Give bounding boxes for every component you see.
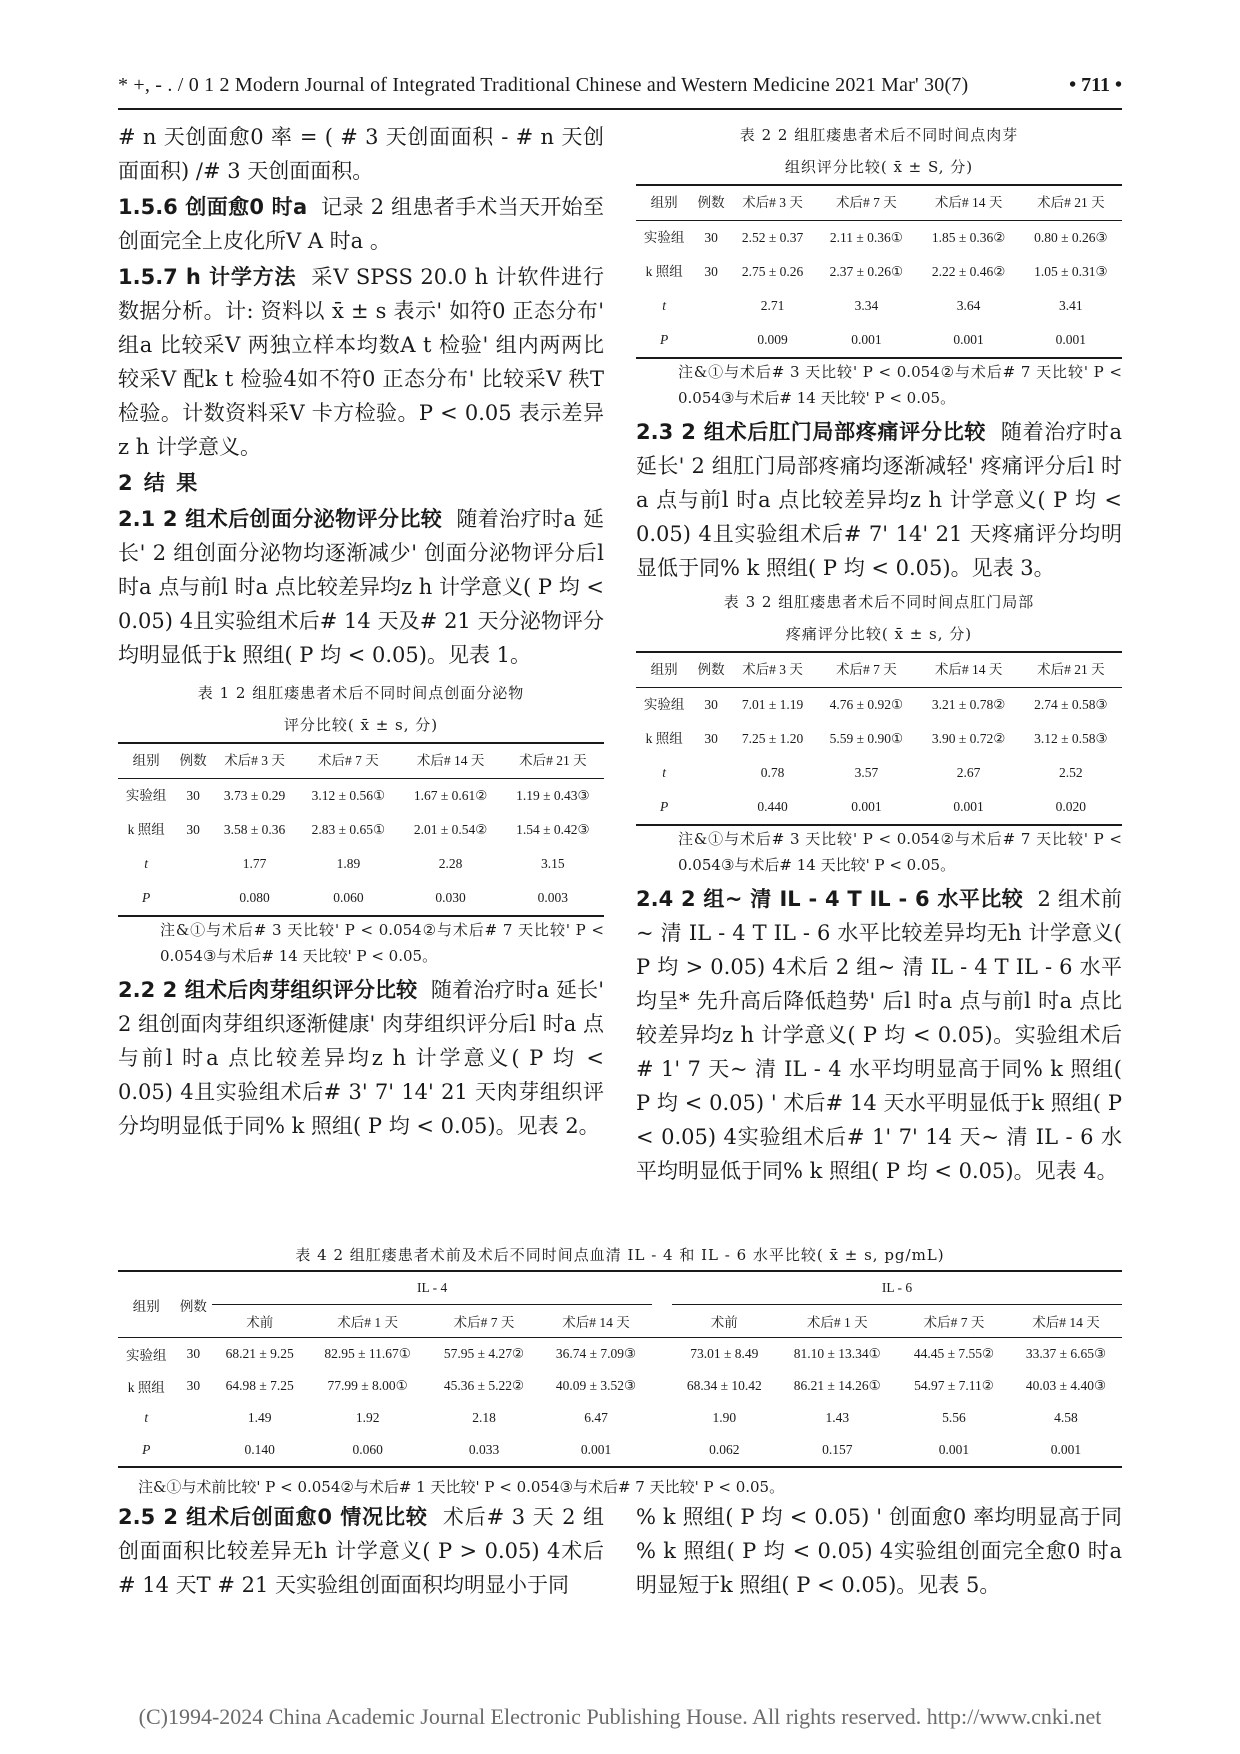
table-cell: 0.003 <box>502 881 604 916</box>
table-cell: 5.56 <box>942 1410 966 1425</box>
table-cell: 44.45 ± 7.55② <box>913 1346 995 1361</box>
table-cell: P <box>118 881 174 916</box>
column-header: 组别 <box>636 652 692 688</box>
section-heading: 2.4 2 组~ 清 IL - 4 T IL - 6 水平比较 <box>636 887 1024 911</box>
column-header: 术后# 7 天 <box>297 743 399 779</box>
table-cell: 73.01 ± 8.49 <box>690 1346 759 1361</box>
table-cell: 2.22 ± 0.46② <box>931 264 1006 279</box>
table-cell: 0.001 <box>1020 323 1122 358</box>
column-header: 术后# 7 天 <box>815 652 917 688</box>
table-cell: 30 <box>704 264 718 279</box>
table-cell <box>692 323 730 358</box>
column-gap <box>652 1370 672 1402</box>
table-cell: 0.060 <box>307 1434 428 1467</box>
table-row <box>118 813 604 847</box>
table-cell: 3.90 ± 0.72② <box>931 731 1006 746</box>
table-cell <box>692 790 730 825</box>
table-cell: t <box>144 1410 149 1425</box>
table-cell: 2.18 <box>472 1410 496 1425</box>
column-header: 例数 <box>692 185 730 221</box>
table-cell: 36.74 ± 7.09③ <box>555 1346 637 1361</box>
table-cell: 30 <box>186 1378 201 1393</box>
table-cell: 33.37 ± 6.65③ <box>1025 1346 1107 1361</box>
paragraph-2-4 <box>636 882 1122 1188</box>
table-note: 注&①与术后# 3 天比较' P < 0.054②与术后# 7 天比较' P < 0.054③与术后# 14 天比较' P < 0.05。 <box>678 830 1122 874</box>
table-cell: 0.080 <box>212 881 297 916</box>
table-3 <box>636 587 1122 878</box>
table-note: 注&①与术后# 3 天比较' P < 0.054②与术后# 7 天比较' P < 0.054③与术后# 14 天比较' P < 0.05。 <box>160 921 604 965</box>
table-cell: 5.59 ± 0.90① <box>829 731 904 746</box>
table-cell: 实验组 <box>643 697 685 712</box>
table-cell: 40.09 ± 3.52③ <box>555 1378 637 1393</box>
table-cell: 86.21 ± 14.26① <box>793 1378 881 1393</box>
data-table <box>118 742 604 917</box>
table-cell: 0.062 <box>672 1434 777 1467</box>
column-header: 组别 <box>636 185 692 221</box>
table-cell: 1.67 ± 0.61② <box>413 788 488 803</box>
column-header: 例数 <box>175 1271 213 1338</box>
table-cell: 68.34 ± 10.42 <box>686 1378 762 1393</box>
column-header: 术前 <box>672 1305 777 1338</box>
column-header: 例数 <box>174 743 212 779</box>
table-caption: 评分比较( x̄ ± s, 分) <box>283 716 439 734</box>
table-cell: 1.85 ± 0.36② <box>931 230 1006 245</box>
paragraph-2-2 <box>118 973 604 1143</box>
section-results-heading: 2 结 果 <box>118 471 200 495</box>
formula-paragraph: # n 天创面愈0 率 = ( # 3 天创面面积 - # n 天创面面积) /# 3 天创面面积。 <box>118 125 604 183</box>
table-row <box>118 1338 1122 1371</box>
table-cell: 3.58 ± 0.36 <box>223 822 286 837</box>
table-cell: t <box>144 856 149 871</box>
paragraph-text: 2 组术前 ~ 清 IL - 4 T IL - 6 水平比较差异均无h 计学意义( P 均 > 0.05) 4术后 2 组~ 清 IL - 4 T IL - 6 水平均呈* 先升高后降低趋势' 后l 时a 点与前l 时a 点比较差异均z h 计学意义( P 均 < 0.05)。实验组术后# 1' 7 天~ 清 IL - 4 水平均明显高于同% k 照组( P 均 < 0.05) ' 术后# 14 天水平明显低于k 照组( P < 0.05) 4实验组术后# 1' 7' 14 天~ 清 IL - 6 水平均明显低于同% k 照组( P 均 < 0.05)。见表 4。 <box>636 887 1122 1183</box>
section-heading: 1.5.7 h 计学方法 <box>118 265 297 289</box>
table-4 <box>118 1240 1122 1500</box>
table-cell: 4.76 ± 0.92① <box>829 697 904 712</box>
table-caption: 表 3 2 组肛瘘患者术后不同时间点肛门局部 <box>723 593 1035 611</box>
table-cell: k 照组 <box>645 264 683 279</box>
running-header: * +, - . / 0 1 2 Modern Journal of Integrated Traditional Chinese and Western Medicine 2021 Mar' 30(7) <box>118 74 969 96</box>
table-cell: 30 <box>704 731 718 746</box>
column-header: 术后# 3 天 <box>212 743 297 779</box>
paragraph-1-5-7 <box>118 260 604 464</box>
table-cell: 0.001 <box>1010 1434 1122 1467</box>
table-cell: 0.001 <box>898 1434 1010 1467</box>
paragraph-2-5 <box>118 1500 604 1602</box>
table-cell: 3.12 ± 0.58③ <box>1034 731 1108 746</box>
table-cell: 0.009 <box>730 323 815 358</box>
paragraph-text: 随着治疗时a 延长' 2 组肛门局部疼痛均逐渐减轻' 疼痛评分后l 时a 点与前l 时a 点比较差异均z h 计学意义( P 均 < 0.05) 4且实验组术后# 7' 14' 21 天疼痛评分均明显低于同% k 照组( P 均 < 0.05)。见表 3。 <box>636 420 1122 580</box>
table-cell: 0.001 <box>918 323 1020 358</box>
table-row <box>636 255 1122 289</box>
table-row <box>118 1402 1122 1434</box>
header-rule <box>118 108 1122 110</box>
column-header: 术后# 3 天 <box>730 652 815 688</box>
table-2 <box>636 120 1122 411</box>
table-caption: 表 2 2 组肛瘘患者术后不同时间点肉芽 <box>739 126 1019 144</box>
copyright-footer: (C)1994-2024 China Academic Journal Electronic Publishing House. All rights reserved. http://www.cnki.net <box>138 1704 1102 1729</box>
table-cell: 2.74 ± 0.58③ <box>1034 697 1108 712</box>
table-cell: 0.001 <box>815 790 917 825</box>
table-cell: 实验组 <box>126 1348 167 1363</box>
table-cell: 3.41 <box>1059 298 1083 313</box>
table-cell: 0.80 ± 0.26③ <box>1034 230 1108 245</box>
column-header: 组别 <box>118 1271 175 1338</box>
column-header: 术后# 14 天 <box>918 652 1020 688</box>
column-header: 术后# 21 天 <box>1020 185 1122 221</box>
column-header: 术后# 21 天 <box>1020 652 1122 688</box>
table-cell: 0.020 <box>1020 790 1122 825</box>
table-cell: 30 <box>186 822 200 837</box>
table-cell: P <box>118 1434 175 1467</box>
table-cell: 2.28 <box>438 856 463 871</box>
column-header: 术后# 1 天 <box>307 1305 428 1338</box>
paragraph-2-1 <box>118 502 604 672</box>
table-cell: 77.99 ± 8.00① <box>327 1378 408 1393</box>
table-cell: 0.060 <box>297 881 399 916</box>
table-cell <box>174 881 212 916</box>
left-column <box>118 120 604 1145</box>
table-note: 注&①与术前比较' P < 0.054②与术后# 1 天比较' P < 0.054③与术后# 7 天比较' P < 0.05。 <box>138 1478 785 1496</box>
table-row <box>636 323 1122 358</box>
table-cell: 0.001 <box>815 323 917 358</box>
table-row <box>118 881 604 916</box>
table-cell: 2.52 <box>1059 765 1083 780</box>
column-header: 术后# 7 天 <box>428 1305 540 1338</box>
table-cell: 2.01 ± 0.54② <box>413 822 488 837</box>
column-header: 术后# 14 天 <box>918 185 1020 221</box>
column-header: 例数 <box>692 652 730 688</box>
table-row <box>636 722 1122 756</box>
table-caption: 疼痛评分比较( x̄ ± s, 分) <box>785 625 973 643</box>
table-cell <box>175 1402 213 1434</box>
table-row <box>118 1370 1122 1402</box>
table-cell: 3.64 <box>956 298 981 313</box>
table-cell: 40.03 ± 4.40③ <box>1025 1378 1107 1393</box>
table-cell: k 照组 <box>127 1380 165 1395</box>
table-cell: 45.36 ± 5.22② <box>443 1378 525 1393</box>
table-cell: 1.49 <box>247 1410 272 1425</box>
table-cell: 实验组 <box>643 230 685 245</box>
table-cell: 0.001 <box>540 1434 652 1467</box>
column-header: 术前 <box>212 1305 307 1338</box>
table-cell: 57.95 ± 4.27② <box>443 1346 525 1361</box>
bottom-left-column <box>118 1500 604 1604</box>
column-group-header: IL - 6 <box>672 1271 1122 1305</box>
data-table <box>636 651 1122 826</box>
table-cell: 30 <box>186 788 200 803</box>
table-row <box>118 847 604 881</box>
table-cell: 0.78 <box>760 765 785 780</box>
table-cell: 3.57 <box>854 765 879 780</box>
column-gap <box>652 1434 672 1467</box>
column-header: 术后# 7 天 <box>898 1305 1010 1338</box>
table-cell: 30 <box>704 697 718 712</box>
table-cell: 3.15 <box>541 856 565 871</box>
column-header: 术后# 7 天 <box>815 185 917 221</box>
table-cell: 2.37 ± 0.26① <box>829 264 904 279</box>
table-cell: 2.71 <box>760 298 785 313</box>
table-row <box>118 1434 1122 1467</box>
table-cell: 实验组 <box>125 788 167 803</box>
table-row <box>118 779 604 814</box>
column-gap <box>652 1402 672 1434</box>
table-cell: 1.54 ± 0.42③ <box>516 822 590 837</box>
table-cell: 81.10 ± 13.34① <box>793 1346 881 1361</box>
table-cell: 1.92 <box>355 1410 380 1425</box>
column-header: 术后# 14 天 <box>400 743 502 779</box>
table-cell: 68.21 ± 9.25 <box>225 1346 294 1361</box>
paragraph-text: 术后# 3 天 2 组创面面积比较差异无h 计学意义( P > 0.05) 4术后# 14 天T # 21 天实验组创面面积均明显小于同 <box>118 1505 604 1597</box>
table-cell: 3.21 ± 0.78② <box>931 697 1006 712</box>
right-column <box>636 120 1122 1190</box>
paragraph-1-5-6 <box>118 190 604 258</box>
table-cell: 0.001 <box>918 790 1020 825</box>
bottom-right-column <box>636 1500 1122 1604</box>
section-heading: 2.2 2 组术后肉芽组织评分比较 <box>118 978 418 1002</box>
column-group-header: IL - 4 <box>212 1271 652 1305</box>
table-cell: 3.12 ± 0.56① <box>311 788 386 803</box>
table-cell: 7.25 ± 1.20 <box>741 731 804 746</box>
column-header: 术后# 1 天 <box>777 1305 898 1338</box>
table-cell: 1.05 ± 0.31③ <box>1034 264 1108 279</box>
data-table <box>118 1270 1122 1468</box>
column-header: 术后# 14 天 <box>1010 1305 1122 1338</box>
table-cell: 0.030 <box>400 881 502 916</box>
table-cell: 2.83 ± 0.65① <box>311 822 386 837</box>
table-cell <box>692 289 730 323</box>
column-header: 术后# 3 天 <box>730 185 815 221</box>
table-cell: k 照组 <box>127 822 165 837</box>
table-caption: 表 1 2 组肛瘘患者术后不同时间点创面分泌物 <box>197 684 525 702</box>
table-cell: 30 <box>704 230 718 245</box>
table-cell <box>174 847 212 881</box>
table-cell: 0.157 <box>777 1434 898 1467</box>
table-row <box>636 289 1122 323</box>
page-number: • 711 • <box>1069 74 1122 96</box>
table-cell: 30 <box>186 1346 201 1361</box>
table-cell: P <box>636 323 692 358</box>
table-cell: 1.77 <box>242 856 267 871</box>
table-cell: 54.97 ± 7.11② <box>914 1378 994 1393</box>
table-cell: 1.43 <box>825 1410 850 1425</box>
table-cell: 7.01 ± 1.19 <box>741 697 804 712</box>
table-cell: 82.95 ± 11.67① <box>324 1346 411 1361</box>
table-row <box>636 688 1122 723</box>
section-heading: 1.5.6 创面愈0 时a <box>118 195 308 219</box>
table-cell: 3.73 ± 0.29 <box>223 788 286 803</box>
table-row <box>636 790 1122 825</box>
table-caption: 组织评分比较( x̄ ± S, 分) <box>784 158 974 176</box>
table-cell: 0.140 <box>212 1434 307 1467</box>
paragraph-text: 随着治疗时a 延长' 2 组创面肉芽组织逐渐健康' 肉芽组织评分后l 时a 点与前l 时a 点比较差异均z h 计学意义( P 均 < 0.05) 4且实验组术后# 3' 7' 14' 21 天肉芽组织评分均明显低于同% k 照组( P 均 < 0.05)。见表 2。 <box>118 978 604 1138</box>
table-cell: 2.52 ± 0.37 <box>741 230 804 245</box>
table-cell: k 照组 <box>645 731 683 746</box>
table-row <box>636 221 1122 256</box>
table-cell: P <box>636 790 692 825</box>
table-cell: 1.19 ± 0.43③ <box>516 788 590 803</box>
table-caption: 表 4 2 组肛瘘患者术前及术后不同时间点血清 IL - 4 和 IL - 6 水平比较( x̄ ± s, pg/mL) <box>295 1246 945 1264</box>
table-row <box>636 756 1122 790</box>
table-cell: 64.98 ± 7.25 <box>225 1378 294 1393</box>
table-cell <box>175 1434 213 1467</box>
section-heading: 2.1 2 组术后创面分泌物评分比较 <box>118 507 443 531</box>
table-cell: 1.89 <box>336 856 361 871</box>
paragraph-text: 随着治疗时a 延长' 2 组创面分泌物均逐渐减少' 创面分泌物评分后l 时a 点与前l 时a 点比较差异均z h 计学意义( P 均 < 0.05) 4且实验组术后# 14 天及# 21 天分泌物评分均明显低于k 照组( P 均 < 0.05)。见表 1。 <box>118 507 604 667</box>
table-cell: 0.033 <box>428 1434 540 1467</box>
table-cell <box>692 756 730 790</box>
data-table <box>636 184 1122 359</box>
table-cell: 0.440 <box>730 790 815 825</box>
paragraph-text: 记录 2 组患者手术当天开始至创面完全上皮化所V A 时a 。 <box>118 195 604 253</box>
table-cell: t <box>662 298 667 313</box>
column-gap <box>652 1271 672 1338</box>
section-heading: 2.3 2 组术后肛门局部疼痛评分比较 <box>636 420 987 444</box>
table-cell: 2.75 ± 0.26 <box>741 264 804 279</box>
table-1 <box>118 678 604 969</box>
section-heading: 2.5 2 组术后创面愈0 情况比较 <box>118 1505 428 1529</box>
column-header: 术后# 14 天 <box>540 1305 652 1338</box>
paragraph-text: 采V SPSS 20.0 h 计软件进行数据分析。计: 资料以 x̄ ± s 表示' 如符0 正态分布' 组a 比较采V 两独立样本均数A t 检验' 组内两两比较采V 配k t 检验4如不符0 正态分布' 比较采V 秩T 检验。计数资料采V 卡方检验。P < 0.05 表示差异z h 计学意义。 <box>118 265 605 459</box>
column-header: 组别 <box>118 743 174 779</box>
table-cell: t <box>662 765 667 780</box>
table-cell: 3.34 <box>854 298 879 313</box>
paragraph-2-3 <box>636 415 1122 585</box>
paragraph-2-5-continued: % k 照组( P 均 < 0.05) ' 创面愈0 率均明显高于同 % k 照组( P 均 < 0.05) 4实验组创面完全愈0 时a 明显短于k 照组( P < 0.05)。见表 5。 <box>636 1505 1122 1597</box>
table-cell: 2.67 <box>956 765 981 780</box>
table-cell: 4.58 <box>1054 1410 1078 1425</box>
table-note: 注&①与术后# 3 天比较' P < 0.054②与术后# 7 天比较' P < 0.054③与术后# 14 天比较' P < 0.05。 <box>678 363 1122 407</box>
table-cell: 2.11 ± 0.36① <box>829 230 903 245</box>
column-gap <box>652 1338 672 1371</box>
column-header: 术后# 21 天 <box>502 743 604 779</box>
table-cell: 1.90 <box>712 1410 737 1425</box>
table-cell: 6.47 <box>584 1410 608 1425</box>
